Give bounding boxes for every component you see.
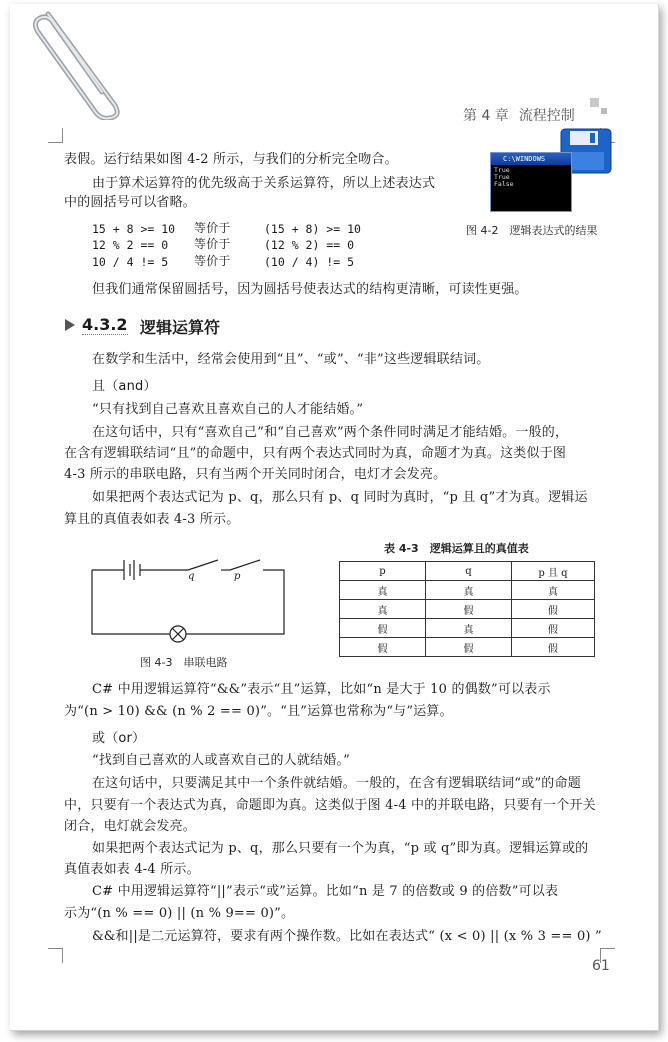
table-row <box>340 581 595 600</box>
header-square-decoration <box>590 98 599 107</box>
table-cell: 假 <box>512 619 595 638</box>
table-cell: 假 <box>340 619 426 638</box>
paragraph: 中，只要有一个表达式为真，命题即为真。这类似于图 4-4 中的并联电路，只要有一个开关 <box>64 798 596 813</box>
subheading-and: 且（and） <box>92 379 157 394</box>
paragraph: &&和||是二元运算符，要求有两个操作数。比如在表达式“ (x < 0) || (x % 3 == 0) ” <box>92 929 602 944</box>
chapter-number: 第 4 章 <box>463 108 509 124</box>
table-row <box>340 638 595 657</box>
table-header-cell: q <box>426 562 512 581</box>
crop-mark <box>48 128 63 143</box>
console-line: True <box>494 173 510 181</box>
switch-p-label: p <box>234 571 241 582</box>
paragraph: 如果把两个表达式记为 p、q，那么只要有一个为真，“p 或 q”即为真。逻辑运算或的 <box>92 841 589 856</box>
console-title: C:\WINDOWS <box>503 155 546 163</box>
paragraph: 4-3 所示的串联电路，只有当两个开关同时闭合，电灯才会发亮。 <box>64 467 447 482</box>
table-cell: 假 <box>340 638 426 657</box>
code-line-left: 12 % 2 == 0 <box>92 238 169 252</box>
code-line-left: 10 / 4 != 5 <box>92 255 169 269</box>
table-cell: 真 <box>512 581 595 600</box>
paragraph: 算且的真值表如表 4-3 所示。 <box>64 512 240 527</box>
chapter-header <box>463 105 585 125</box>
series-circuit-diagram <box>88 552 288 647</box>
paragraph: 为“(n > 10) && (n % 2 == 0)”。“且”运算也常称为“与”运算。 <box>64 704 453 719</box>
paragraph: C# 中用逻辑运算符“&&”表示“且”运算，比如“n 是大于 10 的偶数”可以表示 <box>92 682 551 697</box>
table-cell: 假 <box>512 638 595 657</box>
paragraph: C# 中用逻辑运算符“||”表示“或”运算。比如“n 是 7 的倍数或 9 的倍数”可以表 <box>92 884 559 899</box>
code-line-right: (10 / 4) != 5 <box>264 255 355 269</box>
figure-4-3-caption: 图 4-3 串联电路 <box>140 656 228 669</box>
quote: “只有找到自己喜欢且喜欢自己的人才能结婚。” <box>92 402 364 417</box>
table-row <box>340 619 595 638</box>
paragraph: 真值表如表 4-4 所示。 <box>64 862 200 877</box>
paperclip-icon <box>18 2 128 120</box>
page-number: 61 <box>592 958 610 974</box>
equiv-word: 等价于 <box>194 237 231 251</box>
switch-q-label: q <box>188 571 195 582</box>
paragraph: 中的圆括号可以省略。 <box>64 195 197 210</box>
code-line-right: (15 + 8) >= 10 <box>264 222 361 236</box>
table-cell: 真 <box>426 619 512 638</box>
paragraph: 但我们通常保留圆括号，因为圆括号使表达式的结构更清晰，可读性更强。 <box>92 282 528 297</box>
paragraph: 在含有逻辑联结词“且”的命题中，只有两个表达式同时为真，命题才为真。这类似于图 <box>64 446 567 461</box>
section-number: 4.3.2 <box>82 315 128 334</box>
table-header-cell: p <box>340 562 426 581</box>
truth-table-and <box>339 561 595 657</box>
console-window <box>490 152 572 212</box>
paragraph: 闭合，电灯就会发亮。 <box>64 819 197 834</box>
table-cell: 假 <box>426 638 512 657</box>
paragraph: 如果把两个表达式记为 p、q，那么只有 p、q 同时为真时，“p 且 q”才为真。逻辑运 <box>92 490 588 505</box>
code-line-right: (12 % 2) == 0 <box>264 238 355 252</box>
quote: “找到自己喜欢的人或喜欢自己的人就结婚。” <box>92 753 350 768</box>
paragraph: 表假。运行结果如图 4-2 所示，与我们的分析完全吻合。 <box>64 152 398 167</box>
table-4-3-caption: 表 4-3 逻辑运算且的真值表 <box>384 542 529 555</box>
table-cell: 真 <box>426 581 512 600</box>
section-arrow-icon <box>64 318 76 332</box>
header-square-decoration <box>601 108 607 114</box>
subheading-or: 或（or） <box>92 731 146 746</box>
table-header-cell: p 且 q <box>512 562 595 581</box>
paragraph: 示为“(n % == 0) || (n % 9== 0)”。 <box>64 906 295 921</box>
code-line-left: 15 + 8 >= 10 <box>92 222 176 236</box>
figure-4-2-caption: 图 4-2 逻辑表达式的结果 <box>466 224 598 237</box>
chapter-title: 流程控制 <box>518 108 575 124</box>
paragraph: 在这句话中，只要满足其中一个条件就结婚。一般的，在含有逻辑联结词“或”的命题 <box>92 776 581 791</box>
paragraph: 在这句话中，只有“喜欢自己”和“自己喜欢”两个条件同时满足才能结婚。一般的， <box>92 425 569 440</box>
table-row <box>340 600 595 619</box>
table-cell: 真 <box>340 600 426 619</box>
console-titlebar <box>491 153 571 165</box>
section-title: 逻辑运算符 <box>140 318 221 337</box>
table-cell: 假 <box>512 600 595 619</box>
table-cell: 假 <box>426 600 512 619</box>
paragraph: 由于算术运算符的优先级高于关系运算符，所以上述表达式 <box>92 176 436 191</box>
table-cell: 真 <box>340 581 426 600</box>
console-output <box>491 165 571 190</box>
console-line: True <box>494 166 510 174</box>
paragraph: 在数学和生活中，经常会使用到“且”、“或”、“非”这些逻辑联结词。 <box>92 352 490 367</box>
console-line: False <box>494 180 514 188</box>
table-header-row <box>340 562 595 581</box>
equiv-word: 等价于 <box>194 254 231 268</box>
equiv-word: 等价于 <box>194 221 231 235</box>
crop-mark <box>48 948 63 963</box>
